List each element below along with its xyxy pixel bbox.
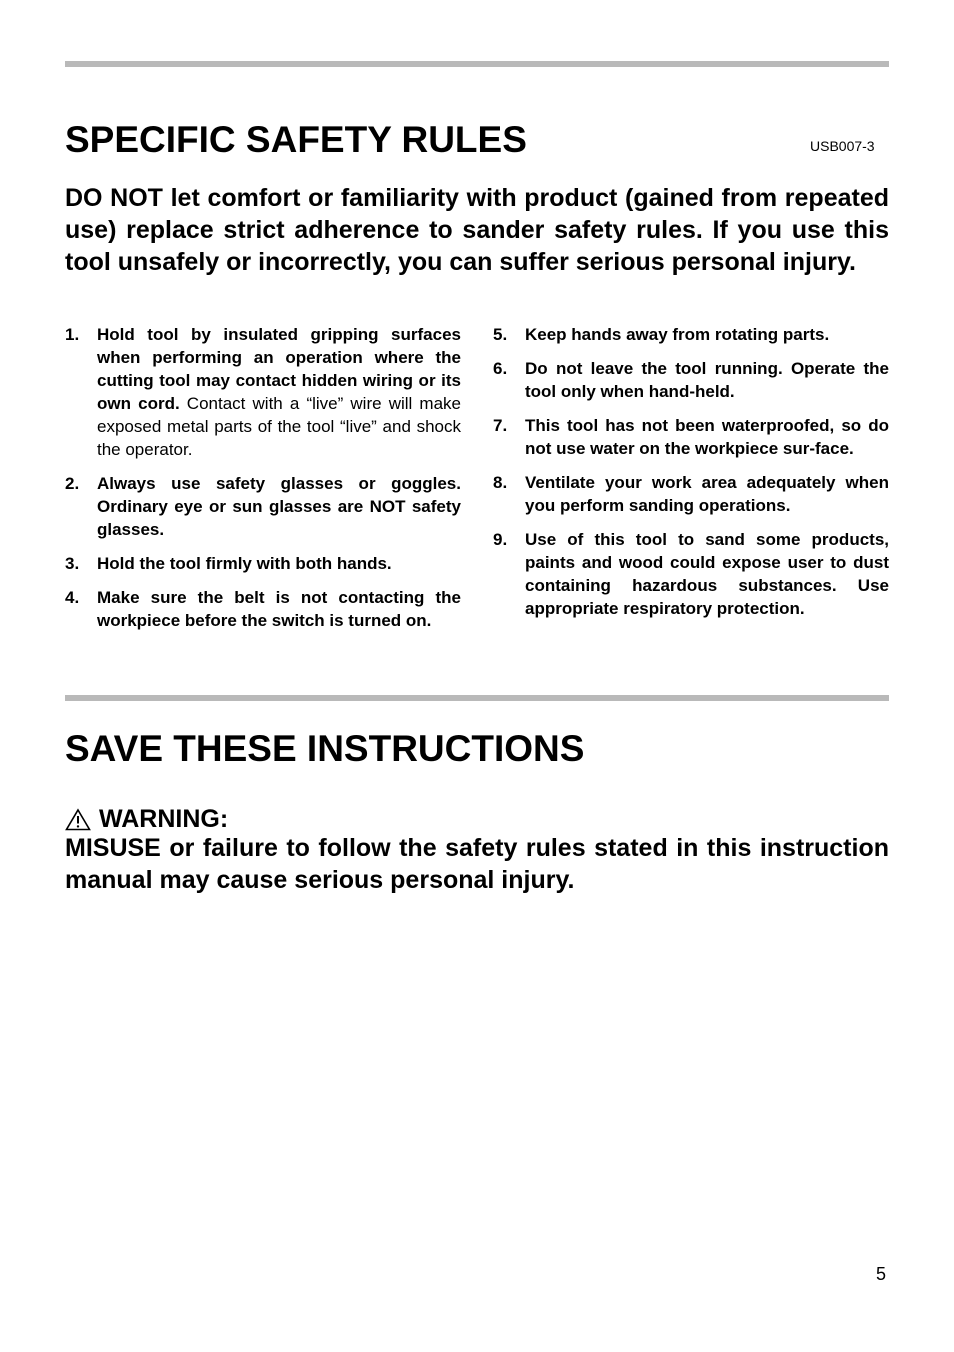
- rule-bold-text: Always use safety glasses or goggles. Ordinary eye or sun glasses are NOT safety glasses.: [97, 474, 461, 539]
- rule-item: [493, 414, 889, 460]
- rule-bold-text: Keep hands away from rotating parts.: [525, 325, 830, 344]
- rule-bold-text: Make sure the belt is not contacting the workpiece before the switch is turned on.: [97, 588, 461, 630]
- section-title-specific-safety-rules: SPECIFIC SAFETY RULES: [65, 119, 527, 160]
- section-title-save-instructions: SAVE THESE INSTRUCTIONS: [65, 728, 585, 769]
- warning-text: MISUSE or failure to follow the safety rules stated in this instruction manual may cause serious personal injury.: [65, 834, 889, 894]
- rule-bold-text: Ventilate your work area adequately when you perform sanding operations.: [525, 473, 889, 515]
- rule-number: 1.: [65, 325, 80, 344]
- top-divider-bar: [65, 61, 889, 67]
- rule-bold-text: Use of this tool to sand some products, paints and wood could expose user to dust containing hazardous substances. Use appropriate respiratory protection.: [525, 530, 889, 618]
- rule-item: [65, 472, 461, 541]
- warning-triangle-icon: [65, 808, 91, 831]
- rule-item: [493, 528, 889, 620]
- rule-item: [65, 552, 461, 575]
- rule-number: 2.: [65, 474, 80, 493]
- rule-item: [493, 323, 889, 346]
- rule-number: 7.: [493, 416, 508, 435]
- rules-list-right: [493, 323, 889, 631]
- rule-bold-text: Do not leave the tool running. Operate the tool only when hand-held.: [525, 359, 889, 401]
- rule-number: 9.: [493, 530, 508, 549]
- rule-item: [493, 357, 889, 403]
- rule-number: 8.: [493, 473, 508, 492]
- intro-paragraph: DO NOT let comfort or familiarity with product (gained from repeated use) replace strict adherence to sander safety rules. If you use this tool unsafely or incorrectly, you can suffer serious personal injury.: [65, 184, 889, 276]
- warning-heading: [65, 804, 228, 834]
- rule-number: 6.: [493, 359, 508, 378]
- page-number: 5: [876, 1264, 887, 1284]
- rules-list-left: [65, 323, 461, 643]
- rule-bold-text: Hold the tool firmly with both hands.: [97, 554, 392, 573]
- rule-number: 5.: [493, 325, 508, 344]
- rule-item: [65, 586, 461, 632]
- rule-item: [493, 471, 889, 517]
- rule-number: 4.: [65, 588, 80, 607]
- warning-label: WARNING:: [99, 805, 229, 833]
- middle-divider-bar: [65, 695, 889, 701]
- rule-bold-text: Hold tool by insulated gripping surfaces when performing an operation where the cutting tool may contact hidden wiring or its own cord.: [97, 325, 461, 413]
- rule-bold-text: This tool has not been waterproofed, so do not use water on the workpiece sur-face.: [525, 416, 889, 458]
- rule-item: [65, 323, 461, 461]
- rule-plain-text: Contact with a “live” wire will make exposed metal parts of the tool “live” and shock the operator.: [97, 394, 462, 459]
- document-code: USB007-3: [810, 138, 875, 154]
- rule-number: 3.: [65, 554, 80, 573]
